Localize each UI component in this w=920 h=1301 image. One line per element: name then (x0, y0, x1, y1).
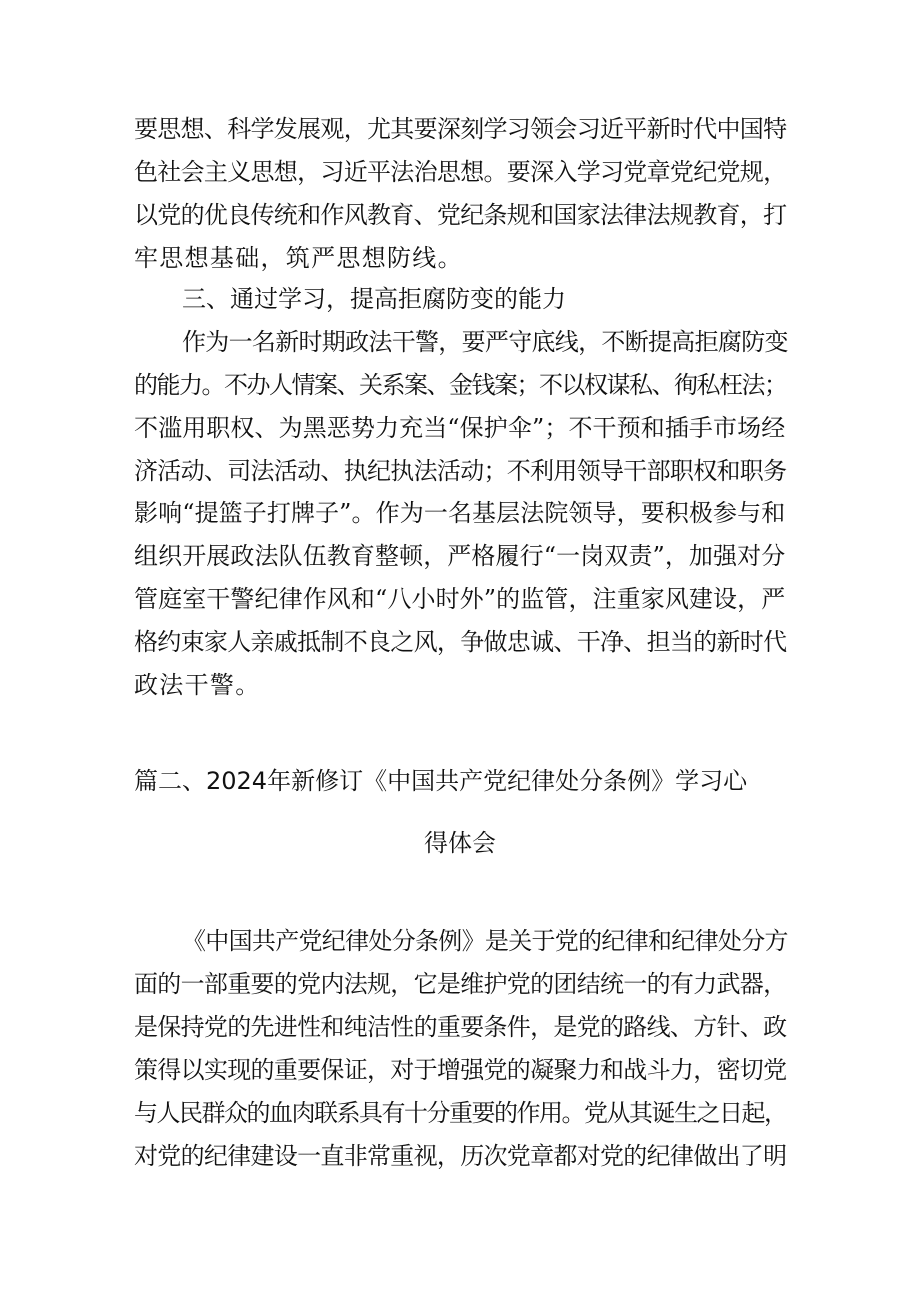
body-line: 管庭室干警纪律作风和“八小时外”的监管，注重家风建设，严 (134, 585, 786, 613)
body-line: 济活动、司法活动、执纪执法活动；不利用领导干部职权和职务 (134, 457, 787, 485)
body-line: 的能力。不办人情案、关系案、金钱案；不以权谋私、徇私枉法； (134, 371, 787, 399)
body-line: 要思想、科学发展观，尤其要深刻学习领会习近平新时代中国特 (134, 115, 787, 143)
article-title: 篇二、2024年新修订《中国共产党纪律处分条例》学习心 (134, 767, 748, 795)
body-line: 对党的纪律建设一直非常重视，历次党章都对党的纪律做出了明 (134, 1142, 787, 1170)
body-line: 作为一名新时期政法干警，要严守底线，不断提高拒腐防变 (182, 328, 788, 356)
body-line: 《中国共产党纪律处分条例》是关于党的纪律和纪律处分方 (182, 927, 788, 955)
body-line: 牢思想基础，筑严思想防线。 (134, 244, 463, 272)
body-line: 是保持党的先进性和纯洁性的重要条件，是党的路线、方针、政 (134, 1013, 787, 1041)
body-line: 与人民群众的血肉联系具有十分重要的作用。党从其诞生之日起， (134, 1099, 787, 1127)
body-line: 策得以实现的重要保证，对于增强党的凝聚力和战斗力，密切党 (134, 1056, 787, 1084)
body-line: 不滥用职权、为黑恶势力充当“保护伞”；不干预和插手市场经 (134, 414, 786, 442)
body-line: 格约束家人亲戚抵制不良之风，争做忠诚、干净、担当的新时代 (134, 628, 787, 656)
article-title-continued: 得体会 (424, 829, 496, 857)
body-line: 组织开展政法队伍教育整顿，严格履行“一岗双责”，加强对分 (134, 542, 786, 570)
section-heading: 三、通过学习，提高拒腐防变的能力 (182, 285, 566, 313)
body-line: 政法干警。 (134, 671, 261, 699)
body-line: 以党的优良传统和作风教育、党纪条规和国家法律法规教育，打 (134, 201, 787, 229)
body-line: 影响“提篮子打牌子”。作为一名基层法院领导，要积极参与和 (134, 499, 786, 527)
body-line: 面的一部重要的党内法规，它是维护党的团结统一的有力武器， (134, 970, 787, 998)
body-line: 色社会主义思想，习近平法治思想。要深入学习党章党纪党规， (134, 158, 787, 186)
